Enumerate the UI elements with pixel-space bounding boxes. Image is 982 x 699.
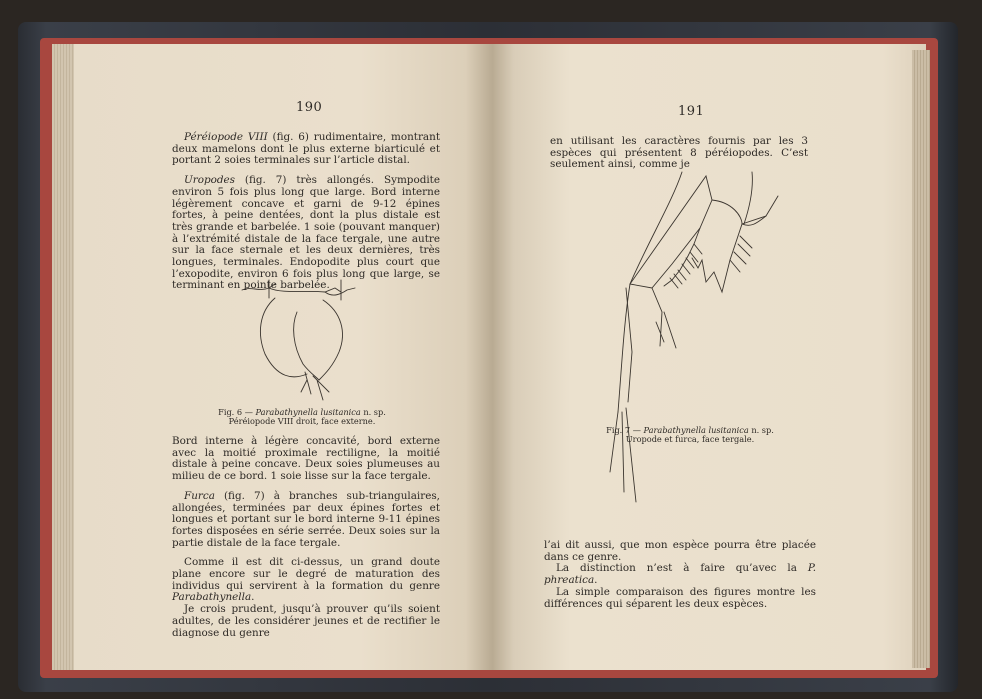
paragraph-simple-comparaison: La simple comparaison des figures montre les différences qui séparent les deux espèces. [544,585,816,610]
left-page-edges [52,44,74,670]
left-page [52,44,492,670]
paragraph-lai-dit: l’ai dit aussi, que mon espèce pourra être placée dans ce genre. [544,539,816,563]
right-page [492,44,926,670]
paragraph-en-utilisant: en utilisant les caractères fournis par les 3 espèces qui présentent 8 péréiopodes. C’est seulement ainsi, comme je [550,135,808,171]
figure-7-caption: Fig. 7 — Parabathynella lusitanica n. sp. Uropode et furca, face tergale. [606,425,774,445]
figure-6-caption: Fig. 6 — Parabathynella lusitanica n. sp. Péréiopode VIII droit, face externe. [218,407,386,427]
paragraph-distinction: La distinction n’est à faire qu’avec la P. phreatica. [544,562,816,587]
right-page-edges [912,50,930,668]
paragraph-furca: Furca (fig. 7) à branches sub-triangulaires, allongées, terminées par deux épines fortes et longues et portant sur le bord interne 9-11 épines fortes disposées en série serrée. Deux soies sur la partie distale de la face tergale. [172,489,440,549]
left-top-text [172,132,440,300]
right-page-number: 191 [678,104,705,119]
paragraph-comme: Comme il est dit ci-dessus, un grand doute plane encore sur le degré de maturation des individus qui servirent à la formation du genre Parabathynella. [172,556,440,604]
paragraph-bord-interne: Bord interne à légère concavité, bord externe avec la moitié proximale rectiligne, la moitié distale à peine concave. Deux soies plumeuses au milieu de ce bord. 1 soie lisse sur la face tergale. [172,435,440,483]
left-page-number: 190 [296,100,323,115]
figure-6-drawing [237,276,367,411]
paragraph-je-crois: Je crois prudent, jusqu’à prouver qu’ils soient adultes, de les considérer jeunes et de rectifier le diagnose du genre [172,603,440,639]
right-top-text [550,136,808,171]
right-bottom-text [544,540,816,610]
paragraph-pereiopode: Péréiopode VIII (fig. 6) rudimentaire, montrant deux mamelons dont le plus externe biarticulé et portant 2 soies terminales sur l’article distal. [172,131,440,167]
left-bottom-text [172,436,440,639]
paragraph-uropodes: Uropodes (fig. 7) très allongés. Sympodite environ 5 fois plus long que large. Bord interne légèrement concave et garni de 9-12 épines fortes, à peine dentées, dont la plus distale est très grande et barbelée. 1 soie (pouvant manquer) à l’extrémité distale de la face tergale, une autre sur la face sternale et les deux dernières, très longues, terminales. Endopodite plus court que l’exopodite, environ 6 fois plus long que large, se terminant en pointe barbelée. [172,174,440,292]
figure-7-drawing [602,172,792,502]
